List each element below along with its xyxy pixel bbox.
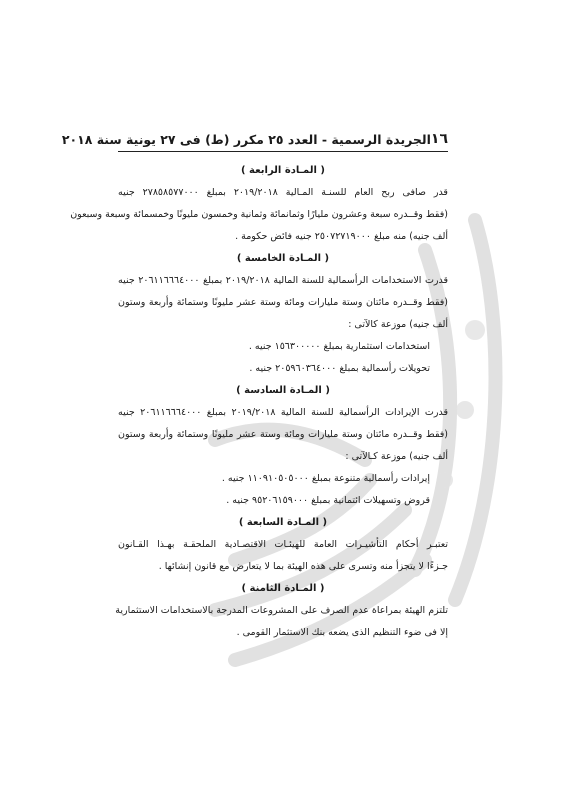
- article-5: [118, 248, 448, 380]
- article-heading: ( المـادة السادسة ): [236, 385, 330, 396]
- allocation-list: [118, 336, 448, 380]
- text-line: قدرت الاستخدامات الرأسمالية للسنة المالية ٢٠١٩/٢٠١٨ بمبلغ ٢٠٦١١٦٦٦٤٠٠٠ جنيه: [118, 275, 449, 286]
- text-line: (فقط وقــدره مائتان وستة مليارات ومائة وستة عشر مليونًا وستمائة وأربعة وستون: [118, 297, 448, 308]
- text-line: إلا فى ضوء التنظيم الذى يضعه بنك الاستثمار القومى .: [236, 627, 448, 638]
- text-line: تعتبـر أحكام التأشيـرات العامة للهيئـات الاقتصـادية الملحقـة بهـذا القـانون: [118, 539, 448, 550]
- text-line: قدرت الإيرادات الرأسمالية للسنة المالية ٢٠١٩/٢٠١٨ بمبلغ ٢٠٦١١٦٦٦٤٠٠٠ جنيه: [118, 407, 448, 418]
- list-item: استخدامات استثمارية بمبلغ ١٥٦٣٠٠٠٠٠ جنيه .: [248, 341, 430, 352]
- text-line: ألف جنيه) موزعة كـالآتى :: [345, 451, 448, 462]
- document-body: [70, 160, 449, 644]
- text-line: تلتزم الهيئة بمراعاة عدم الصرف على المشروعات المدرجة بالاستخدامات الاستثمارية: [115, 605, 448, 616]
- article-7: [118, 512, 448, 578]
- text-line: ألف جنيه) موزعة كالآتى :: [348, 319, 448, 330]
- text-line: (فقط وقــدره مائتان وستة مليارات ومائة وستة عشر مليونًا وستمائة وأربعة وستون: [118, 429, 448, 440]
- list-item: إيرادات رأسمالية متنوعة بمبلغ ١١٠٩١٠٥٠٥٠٠٠ جنيه .: [221, 473, 430, 484]
- article-paragraph: [118, 402, 448, 468]
- article-heading: ( المـادة الخامسة ): [236, 253, 330, 264]
- text-line: ألف جنيه) منه مبلغ ٢٥٠٧٢٧١٩٠٠٠ جنيه فائض حكومة .: [235, 231, 448, 242]
- article-paragraph: [118, 270, 448, 336]
- text-line: قدر صافى ربح العام للسنـة المـالية ٢٠١٩/٢٠١٨ بمبلغ ٢٧٨٥٨٥٧٧٠٠٠ جنيه: [118, 187, 448, 198]
- text-line: (فقط وقــدره سبعة وعشرون مليارًا وثمانمائة وثمانية وخمسون مليونًا وخمسمائة وسبعة وسبعون: [70, 209, 448, 220]
- article-heading: ( المـادة السابعة ): [238, 517, 328, 528]
- page-number: ١٦: [430, 131, 448, 147]
- article-paragraph: [115, 600, 448, 644]
- article-paragraph: [70, 182, 448, 248]
- article-heading: ( المـادة الثامنة ): [241, 583, 325, 594]
- list-item: تحويلات رأسمالية بمبلغ ٢٠٥٩٦٠٣٦٤٠٠٠ جنيه .: [249, 363, 430, 374]
- page-header: [61, 128, 448, 150]
- article-6: [118, 380, 448, 512]
- header-title: الجريدة الرسمية - العدد ٢٥ مكرر (ط) فى ٢٧ يونية سنة ٢٠١٨: [61, 131, 431, 147]
- allocation-list: [118, 468, 448, 512]
- header-divider: [118, 151, 448, 152]
- article-paragraph: [118, 534, 448, 578]
- text-line: جـزءًا لا يتجزأ منه وتسرى على هذه الهيئة بما لا يتعارض مع قانون إنشائها .: [158, 561, 448, 572]
- list-item: قروض وتسهيلات ائتمانية بمبلغ ٩٥٢٠٦١٥٩٠٠٠ جنيه .: [226, 495, 430, 506]
- article-4: [70, 160, 448, 248]
- article-8: [115, 578, 448, 644]
- article-heading: ( المـادة الرابعة ): [241, 165, 325, 176]
